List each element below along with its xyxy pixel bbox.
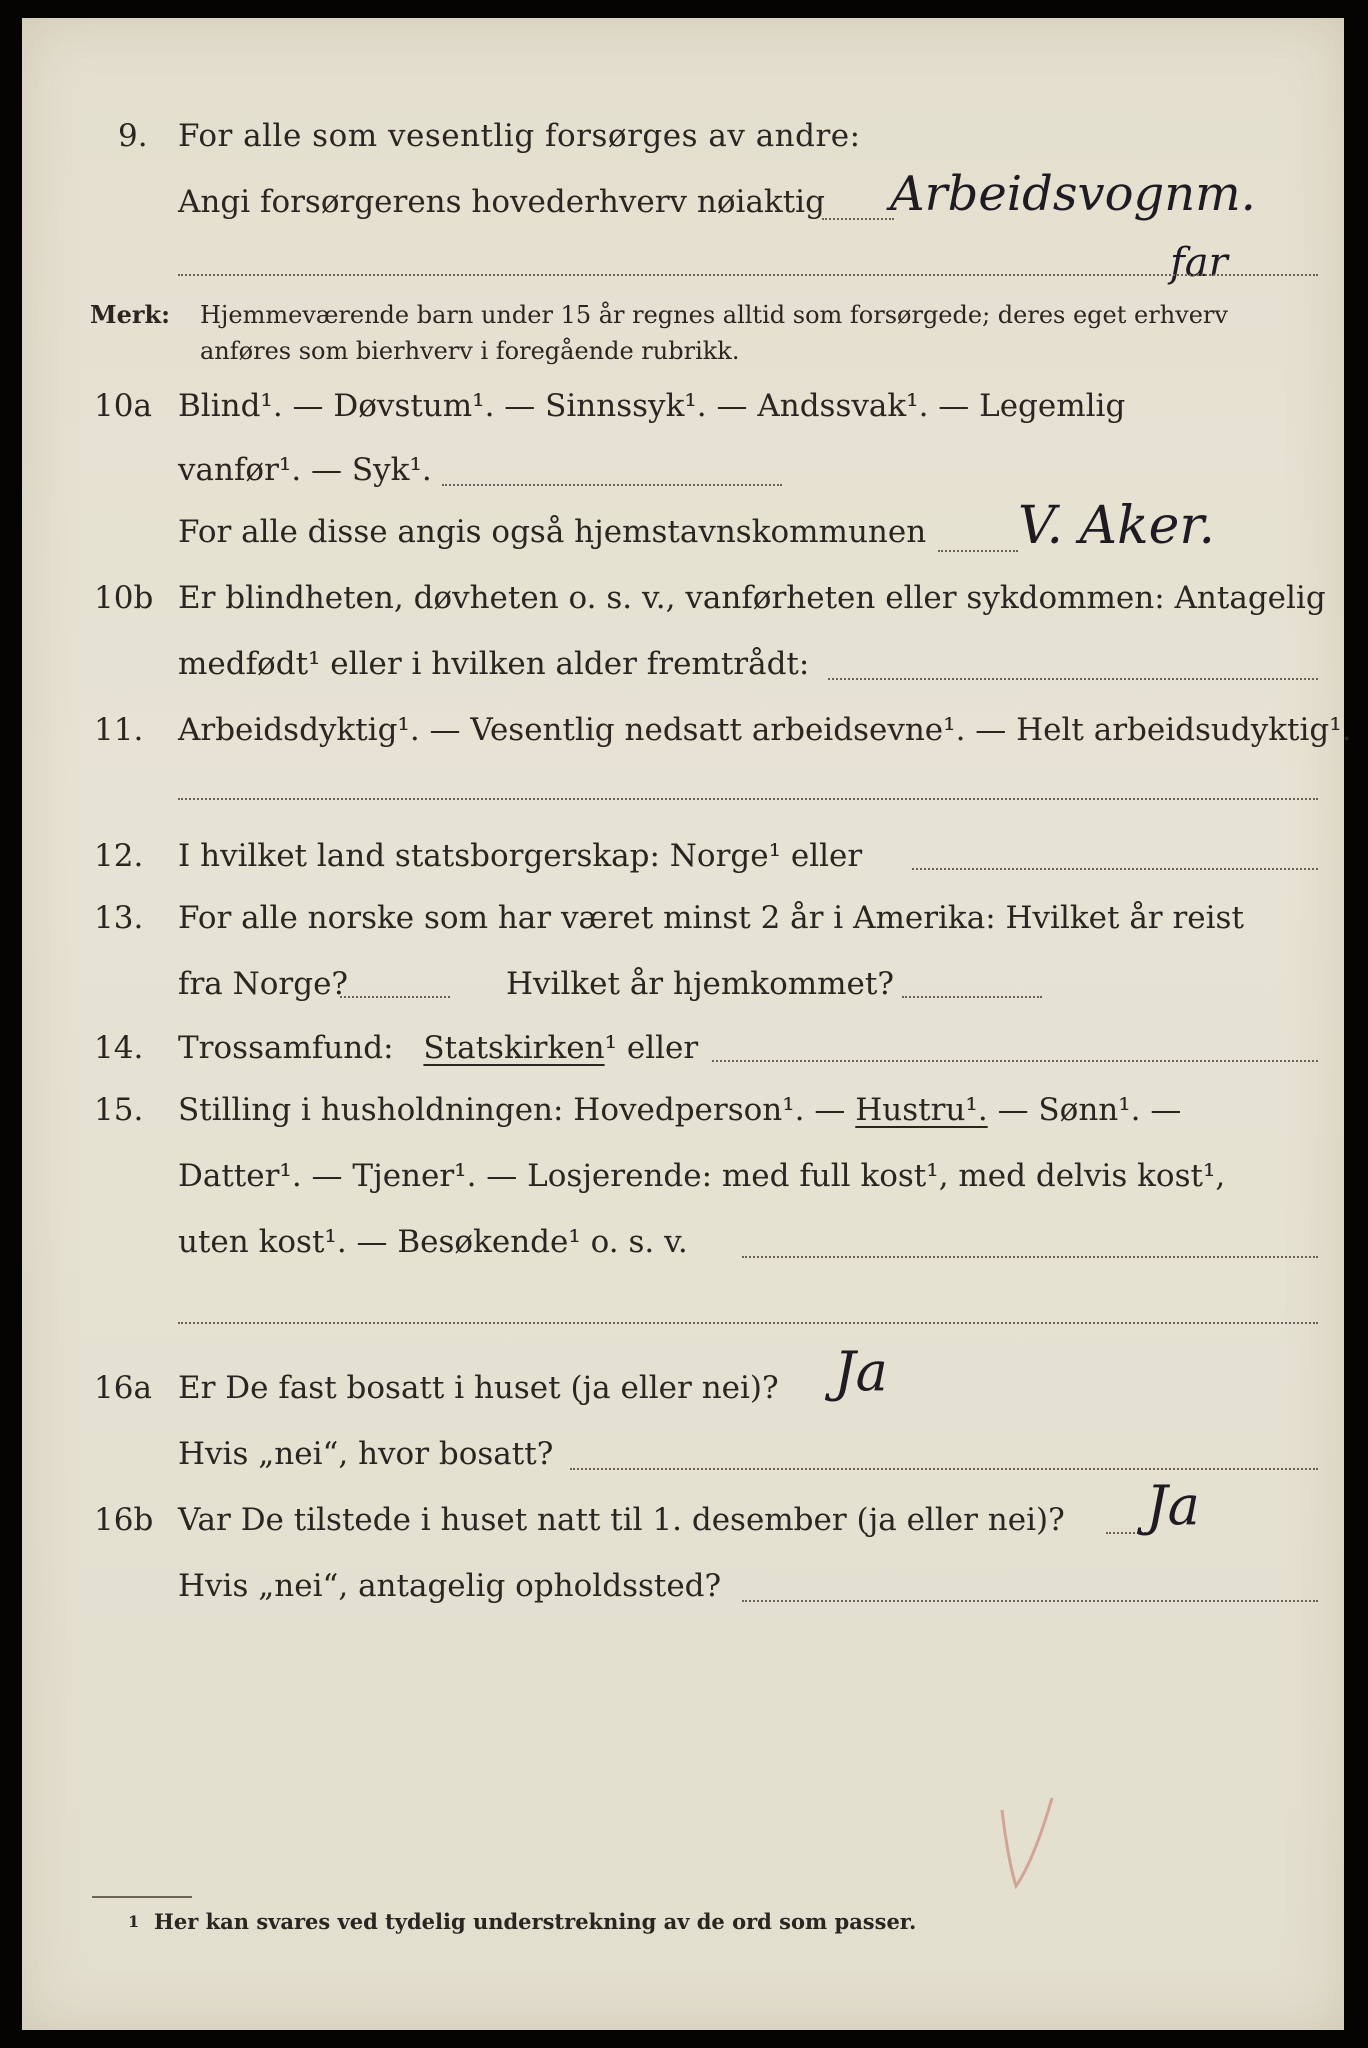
q14-label: Trossamfund: — [178, 1030, 394, 1066]
footnote-marker: 1 — [128, 1912, 140, 1931]
q15-line1 — [178, 1090, 1181, 1130]
footnote-rule — [92, 1896, 192, 1898]
fill-line — [178, 1322, 1318, 1324]
q10b-line1: Er blindheten, døvheten o. s. v., vanførheten eller sykdommen: Antagelig — [178, 580, 1326, 616]
footnote-text: Her kan svares ved tydelig understrekning av de ord som passer. — [154, 1909, 917, 1934]
item-number-11: 11. — [94, 712, 144, 748]
fill-line — [712, 1060, 1318, 1062]
fill-line — [178, 798, 1318, 800]
fill-line — [938, 550, 1018, 552]
q15-line1-start: Stilling i husholdningen: Hovedperson¹. — — [178, 1092, 846, 1128]
item-number-13: 13. — [94, 900, 144, 936]
q16b-line1: Var De tilstede i huset natt til 1. desember (ja eller nei)? — [178, 1502, 1065, 1538]
q13-line1: For alle norske som har været minst 2 år i Amerika: Hvilket år reist — [178, 900, 1244, 936]
q14-tail: ¹ eller — [604, 1030, 699, 1066]
q9-line1: For alle som vesentlig forsørges av andre: — [178, 118, 861, 154]
item-number-16a: 16a — [94, 1370, 152, 1406]
red-pencil-check-mark — [994, 1790, 1064, 1900]
q16a-line2: Hvis „nei“, hvor bosatt? — [178, 1436, 554, 1472]
fill-line — [912, 868, 1318, 870]
q10a-line1: Blind¹. — Døvstum¹. — Sinnssyk¹. — Andssvak¹. — Legemlig — [178, 388, 1126, 424]
q14-underlined-answer: Statskirken — [423, 1030, 605, 1066]
q13-line2b: Hvilket år hjemkommet? — [506, 966, 894, 1002]
q16a-handwritten-answer: Ja — [834, 1340, 888, 1403]
q9-handwritten-note: far — [1170, 240, 1228, 286]
fill-line — [822, 218, 894, 220]
item-number-15: 15. — [94, 1092, 144, 1128]
q10a-line2: vanfør¹. — Syk¹. — [178, 452, 432, 488]
q10b-line2: medfødt¹ eller i hvilken alder fremtrådt: — [178, 646, 810, 682]
fill-line — [742, 1256, 1318, 1258]
item-number-14: 14. — [94, 1030, 144, 1066]
census-form-page — [22, 18, 1352, 2030]
item-number-16b: 16b — [94, 1502, 154, 1538]
q16a-line1: Er De fast bosatt i huset (ja eller nei)? — [178, 1370, 779, 1406]
fill-line — [178, 274, 1318, 276]
q9-handwritten-answer: Arbeidsvognm. — [890, 166, 1256, 222]
q15-line3: uten kost¹. — Besøkende¹ o. s. v. — [178, 1224, 688, 1260]
fill-line — [1106, 1532, 1146, 1534]
q14-line1 — [178, 1028, 698, 1068]
q12-line1: I hvilket land statsborgerskap: Norge¹ eller — [178, 838, 863, 874]
q13-line2a: fra Norge? — [178, 966, 349, 1002]
q15-underlined-answer: Hustru¹. — [855, 1092, 988, 1128]
fill-line — [902, 996, 1042, 998]
q16b-line2: Hvis „nei“, antagelig opholdssted? — [178, 1568, 722, 1604]
fill-line — [742, 1600, 1318, 1602]
q10a-handwritten-answer: V. Aker. — [1018, 496, 1216, 556]
q15-line2: Datter¹. — Tjener¹. — Losjerende: med full kost¹, med delvis kost¹, — [178, 1158, 1226, 1194]
item-number-10b: 10b — [94, 580, 154, 616]
q11-line1: Arbeidsdyktig¹. — Vesentlig nedsatt arbeidsevne¹. — Helt arbeidsudyktig¹. — [178, 712, 1352, 748]
q10a-line3: For alle disse angis også hjemstavnskommunen — [178, 514, 927, 550]
fill-line — [828, 678, 1318, 680]
merk-label: Merk: — [90, 300, 170, 329]
merk-line2: anføres som bierhverv i foregående rubrikk. — [200, 337, 740, 365]
merk-line1: Hjemmeværende barn under 15 år regnes alltid som forsørgede; deres eget erhverv — [200, 301, 1228, 329]
item-number-10a: 10a — [94, 388, 152, 424]
fill-line — [570, 1468, 1318, 1470]
fill-line — [340, 996, 450, 998]
q9-line2: Angi forsørgerens hovederhverv nøiaktig — [178, 184, 825, 220]
item-number-9: 9. — [118, 118, 148, 154]
q15-line1-end: — Sønn¹. — — [997, 1092, 1182, 1128]
fill-line — [442, 484, 782, 486]
q16b-handwritten-answer: Ja — [1146, 1474, 1200, 1537]
item-number-12: 12. — [94, 838, 144, 874]
